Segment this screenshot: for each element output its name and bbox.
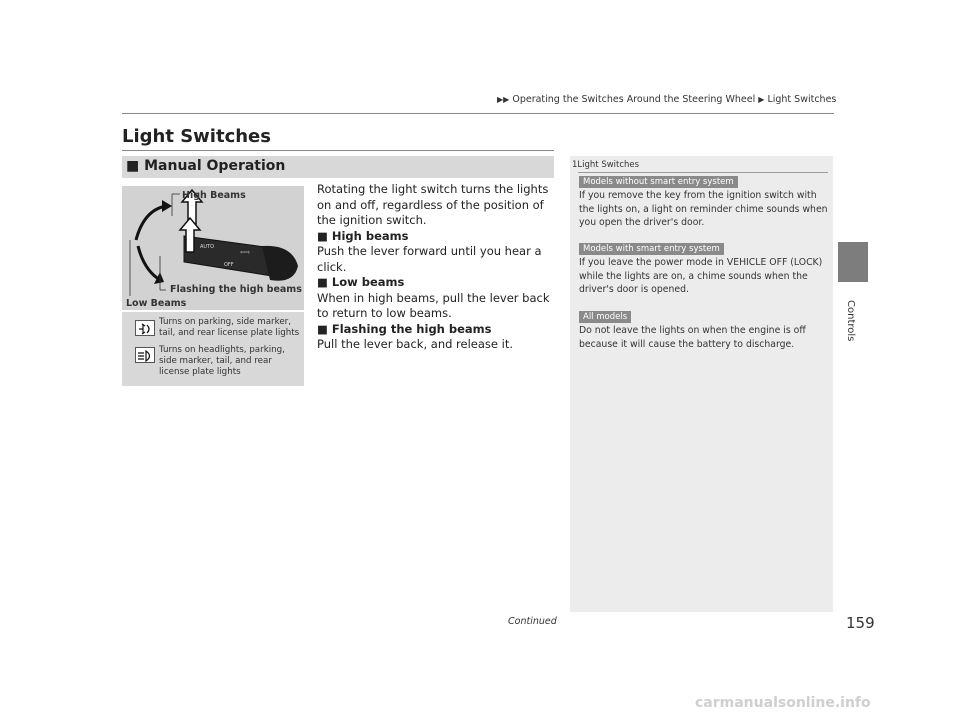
- title-divider: [122, 150, 554, 151]
- legend-text-parking: Turns on parking, side marker, tail, and rear license plate lights: [159, 317, 300, 338]
- section-title: ■ Manual Operation: [126, 158, 286, 174]
- note-heading: 1Light Switches: [572, 160, 640, 170]
- breadcrumb-part-2: Light Switches: [767, 94, 837, 105]
- page-number: 159: [846, 614, 875, 632]
- header-divider: [122, 113, 834, 114]
- callout-low-beams: Low Beams: [126, 298, 187, 309]
- tag-all-models: All models: [579, 311, 631, 323]
- breadcrumb-arrow-icon: ▶: [758, 95, 765, 104]
- callout-flashing-high-beams: Flashing the high beams: [170, 284, 302, 295]
- subhead-low-beams: ■ Low beams: [317, 275, 405, 289]
- note-text-all-models: Do not leave the lights on when the engine is off because it will cause the battery to discharge.: [579, 325, 806, 350]
- note-text-with-smart-entry: If you leave the power mode in VEHICLE OFF (LOCK) while the lights are on, a chime sounds when the driver's door is opened.: [579, 257, 823, 295]
- note-divider: [578, 172, 828, 173]
- flashing-paragraph: Pull the lever back, and release it.: [317, 337, 514, 351]
- subhead-flashing: ■ Flashing the high beams: [317, 321, 492, 336]
- breadcrumb: [497, 94, 836, 105]
- svg-text:AUTO: AUTO: [200, 244, 215, 250]
- breadcrumb-arrow-icon: ▶▶: [497, 95, 510, 104]
- parking-lights-icon: [135, 320, 155, 336]
- tag-models-without-smart-entry: Models without smart entry system: [579, 176, 738, 188]
- tag-models-with-smart-entry: Models with smart entry system: [579, 243, 724, 255]
- continued-label: Continued: [508, 616, 557, 627]
- page-title: Light Switches: [122, 126, 271, 147]
- chapter-tab-marker: [838, 242, 868, 282]
- svg-text:OFF: OFF: [224, 262, 234, 268]
- breadcrumb-part-1: Operating the Switches Around the Steering Wheel: [512, 94, 756, 105]
- svg-text:⇦⇨: ⇦⇨: [240, 249, 251, 256]
- main-body-text: [317, 182, 557, 353]
- subhead-high-beams: ■ High beams: [317, 228, 409, 243]
- headlights-icon: [135, 347, 155, 363]
- watermark: carmanualsonline.info: [695, 695, 871, 711]
- callout-high-beams: High Beams: [182, 190, 246, 201]
- low-beams-paragraph: When in high beams, pull the lever back to return to low beams.: [317, 290, 550, 320]
- intro-paragraph: Rotating the light switch turns the lights on and off, regardless of the position of the ignition switch.: [317, 182, 549, 227]
- high-beams-paragraph: Push the lever forward until you hear a click.: [317, 244, 542, 274]
- chapter-tab-label: Controls: [845, 300, 856, 342]
- note-text-without-smart-entry: If you remove the key from the ignition switch with the lights on, a light on reminder chime sounds when you open the driver's door.: [579, 190, 828, 228]
- legend-text-headlights: Turns on headlights, parking, side marker, tail, and rear license plate lights: [159, 345, 285, 377]
